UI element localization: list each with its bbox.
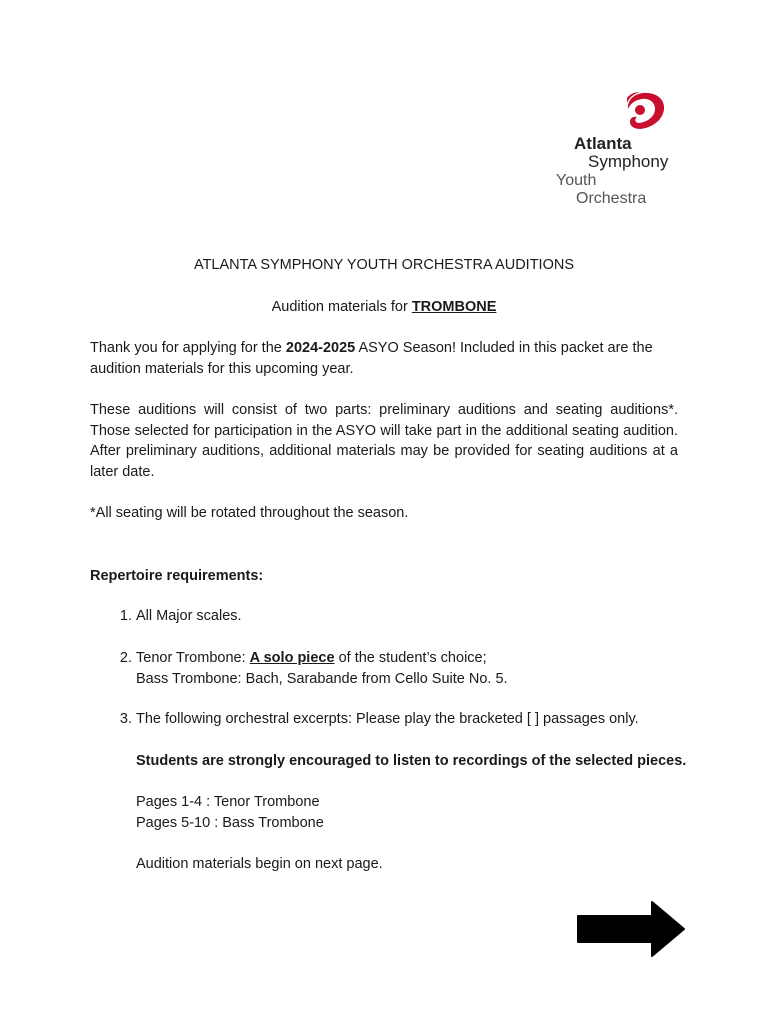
repertoire-heading: Repertoire requirements: — [90, 568, 264, 584]
intro-prefix: Thank you for applying for the — [90, 340, 286, 356]
materials-prefix: Audition materials for — [271, 299, 412, 315]
right-arrow-icon — [574, 898, 688, 960]
tenor-prefix: Tenor Trombone: — [136, 650, 250, 666]
list-text: The following orchestral excerpts: Please play the bracketed [ ] passages only. — [136, 711, 639, 727]
list-number: 1. — [119, 608, 132, 624]
logo-text-youth: Youth — [556, 172, 597, 189]
list-number: 2. — [119, 650, 132, 666]
document-title: ATLANTA SYMPHONY YOUTH ORCHESTRA AUDITIONS — [193, 257, 575, 273]
season-year: 2024-2025 — [285, 340, 356, 356]
list-number: 3. — [119, 711, 132, 727]
logo-text-atlanta: Atlanta — [574, 134, 632, 153]
asyo-logo — [552, 90, 692, 210]
solo-piece-link[interactable]: A solo piece — [249, 650, 335, 666]
logo-text-symphony: Symphony — [588, 152, 669, 171]
logo-text-orchestra: Orchestra — [576, 190, 647, 207]
instrument-name: TROMBONE — [411, 299, 497, 315]
intro-suffix: ASYO Season! Included in this packet are the audition materials for this upcoming year. — [90, 340, 653, 377]
intro-paragraph — [90, 338, 678, 379]
list-text: All Major scales. — [136, 608, 242, 624]
asyo-logo-mark-icon — [618, 90, 668, 132]
parts-paragraph: These auditions will consist of two parts: preliminary auditions and seating auditions*. Those selected for participation in the ASYO will take part in the additional seating audition. After preliminary auditions, additional materials may be provided for seating auditions at a later date. — [90, 402, 678, 480]
bass-requirement: Bass Trombone: Bach, Sarabande from Cello Suite No. 5. — [136, 671, 508, 687]
seating-note: *All seating will be rotated throughout the season. — [90, 505, 409, 521]
tenor-requirement — [136, 648, 487, 669]
tenor-suffix: of the student’s choice; — [334, 650, 487, 666]
begin-note: Audition materials begin on next page. — [136, 856, 383, 872]
pages-tenor: Pages 1-4 : Tenor Trombone — [136, 794, 320, 810]
materials-heading — [0, 297, 768, 318]
pages-bass: Pages 5-10 : Bass Trombone — [136, 815, 324, 831]
listening-encouragement: Students are strongly encouraged to listen to recordings of the selected pieces. — [136, 753, 687, 769]
